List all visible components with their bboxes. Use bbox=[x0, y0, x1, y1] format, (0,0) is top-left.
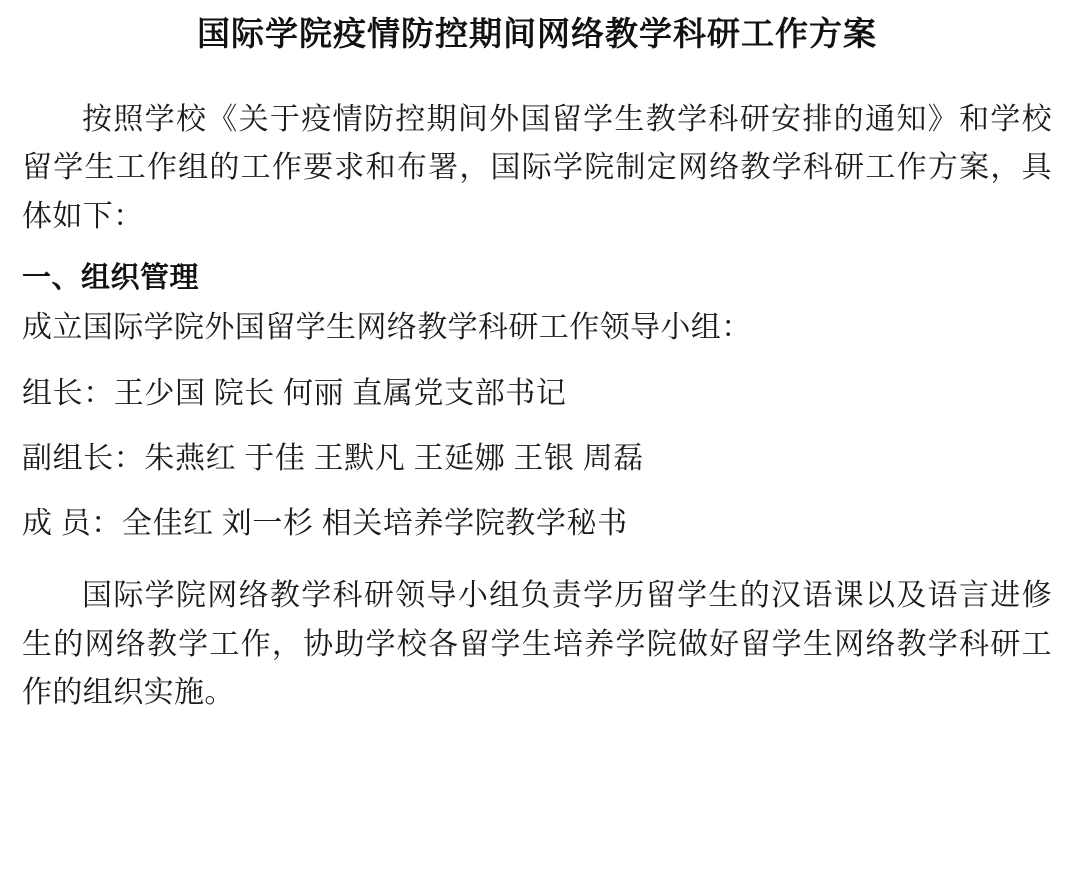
section-closing-paragraph: 国际学院网络教学科研领导小组负责学历留学生的汉语课以及语言进修生的网络教学工作，协助学校各留学生培养学院做好留学生网络教学科研工作的组织实施。 bbox=[22, 579, 1052, 710]
spacer bbox=[22, 421, 1052, 435]
spacer bbox=[22, 486, 1052, 500]
section-lead-text: 成立国际学院外国留学生网络教学科研工作领导小组： bbox=[22, 310, 752, 344]
intro-paragraph: 按照学校《关于疫情防控期间外国留学生教学科研安排的通知》和学校留学生工作组的工作要求和布署，国际学院制定网络教学科研工作方案，具体如下： bbox=[22, 102, 1052, 233]
document-body bbox=[22, 96, 1052, 718]
spacer bbox=[22, 550, 1052, 572]
page-title: 国际学院疫情防控期间网络教学科研工作方案 bbox=[197, 15, 877, 52]
roster-line-members: 成 员：全佳红 刘一杉 相关培养学院教学秘书 bbox=[22, 506, 628, 540]
roster-line-deputy-leader: 副组长：朱燕红 于佳 王默凡 王延娜 王银 周磊 bbox=[22, 441, 644, 475]
section-heading-organization: 一、组织管理 bbox=[22, 262, 200, 295]
spacer bbox=[22, 356, 1052, 370]
roster-line-leader: 组长：王少国 院长 何丽 直属党支部书记 bbox=[22, 377, 567, 411]
document-page bbox=[0, 14, 1074, 891]
